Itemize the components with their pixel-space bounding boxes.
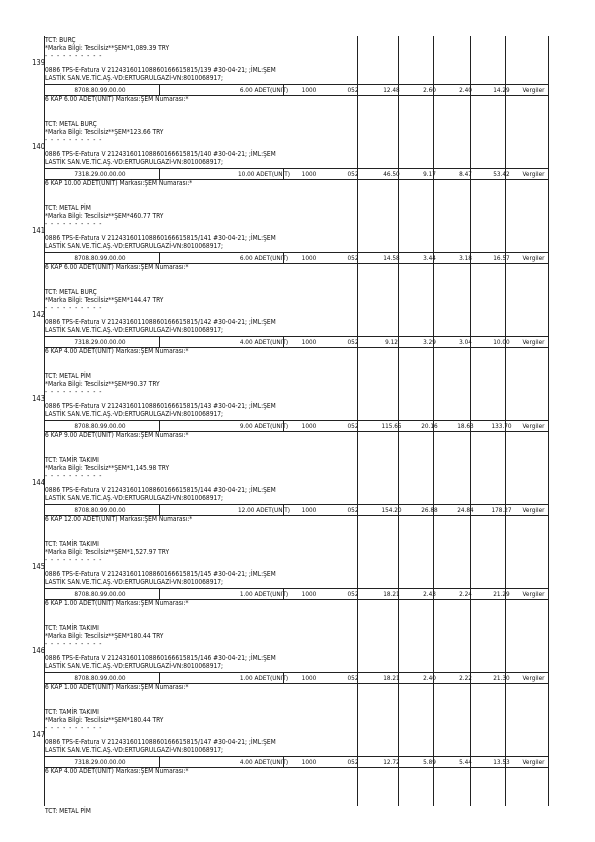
taxes-label: Vergiler xyxy=(522,338,545,346)
unit-code: 1000 xyxy=(301,338,317,346)
value-4: 13.53 xyxy=(493,758,510,766)
value-4: 53.42 xyxy=(493,170,510,178)
gtip-code: 7318.29.00.00.00 xyxy=(74,170,126,178)
brand-info: *Marka Bilgi: Tescilsiz**ŞEM*90.37 TRY xyxy=(45,380,160,388)
invoice-reference: 0886 TPS-E-Fatura V 212431601108860166615815/143 #30-04-21; ;İML:ŞEM xyxy=(45,402,276,410)
gtip-code: 7318.29.00.00.00 xyxy=(74,338,126,346)
gtip-code: 8708.80.99.00.00 xyxy=(74,590,126,598)
value-1: 14.58 xyxy=(383,254,400,262)
quantity: 9.00 ADET(UNIT) xyxy=(239,422,289,430)
taxes-label: Vergiler xyxy=(522,674,545,682)
package-info: 6 KAP 6.00 ADET(UNIT) Markası:ŞEM Numarası:* xyxy=(45,263,189,271)
cell-border xyxy=(159,757,160,767)
last-item-name: TCT: METAL PİM xyxy=(45,807,91,815)
value-2: 20.16 xyxy=(421,422,438,430)
item-entry xyxy=(31,624,548,708)
quantity: 10.00 ADET(UNIT) xyxy=(238,170,290,178)
gtip-code: 7318.29.00.00.00 xyxy=(74,758,126,766)
item-number: 140 xyxy=(32,142,45,151)
separator-dashes: - - - - - - - - - - xyxy=(45,472,103,480)
value-2: 26.88 xyxy=(421,506,438,514)
item-entry xyxy=(31,708,548,792)
unit-code: 1000 xyxy=(301,674,317,682)
brand-info: *Marka Bilgi: Tescilsiz**ŞEM*144.47 TRY xyxy=(45,296,164,304)
firm-info: LASTİK SAN.VE.TİC.AŞ.-VD:ERTUGRULGAZİ-VN:8010068917; xyxy=(45,662,224,670)
package-info: 6 KAP 1.00 ADET(UNIT) Markası:ŞEM Numarası:* xyxy=(45,599,189,607)
item-name: TCT: METAL BURÇ xyxy=(45,288,97,296)
gtip-code: 8708.80.99.00.00 xyxy=(74,506,126,514)
separator-dashes: - - - - - - - - - - xyxy=(45,136,103,144)
value-3: 2.24 xyxy=(459,590,472,598)
value-4: 178.27 xyxy=(491,506,512,514)
brand-info: *Marka Bilgi: Tescilsiz**ŞEM*460.77 TRY xyxy=(45,212,164,220)
item-name: TCT: METAL PİM xyxy=(45,204,91,212)
value-4: 14.29 xyxy=(493,86,510,94)
cell-border xyxy=(159,589,160,599)
package-info: 6 KAP 10.00 ADET(UNIT) Markası:ŞEM Numarası:* xyxy=(45,179,193,187)
separator-dashes: - - - - - - - - - - xyxy=(45,220,103,228)
country-code: 052 xyxy=(347,254,359,262)
package-info: 6 KAP 4.00 ADET(UNIT) Markası:ŞEM Numarası:* xyxy=(45,767,189,775)
country-code: 052 xyxy=(347,758,359,766)
item-entry xyxy=(31,120,548,204)
item-name: TCT: BURÇ xyxy=(45,36,76,44)
firm-info: LASTİK SAN.VE.TİC.AŞ.-VD:ERTUGRULGAZİ-VN:8010068917; xyxy=(45,746,224,754)
item-number: 139 xyxy=(32,58,45,67)
country-code: 052 xyxy=(347,590,359,598)
package-info: 6 KAP 6.00 ADET(UNIT) Markası:ŞEM Numarası:* xyxy=(45,95,189,103)
cell-border xyxy=(159,169,160,179)
unit-code: 1000 xyxy=(301,590,317,598)
item-name: TCT: TAMİR TAKIMI xyxy=(45,456,99,464)
cell-border xyxy=(159,673,160,683)
firm-info: LASTİK SAN.VE.TİC.AŞ.-VD:ERTUGRULGAZİ-VN:8010068917; xyxy=(45,326,224,334)
value-2: 2.40 xyxy=(423,674,436,682)
firm-info: LASTİK SAN.VE.TİC.AŞ.-VD:ERTUGRULGAZİ-VN:8010068917; xyxy=(45,74,224,82)
invoice-reference: 0886 TPS-E-Fatura V 212431601108860166615815/140 #30-04-21; ;İML:ŞEM xyxy=(45,150,276,158)
value-2: 9.17 xyxy=(423,170,436,178)
unit-code: 1000 xyxy=(301,506,317,514)
cell-border xyxy=(283,673,284,683)
firm-info: LASTİK SAN.VE.TİC.AŞ.-VD:ERTUGRULGAZİ-VN:8010068917; xyxy=(45,242,224,250)
cell-border xyxy=(283,757,284,767)
gtip-code: 8708.80.99.00.00 xyxy=(74,86,126,94)
taxes-label: Vergiler xyxy=(522,254,545,262)
package-info: 6 KAP 9.00 ADET(UNIT) Markası:ŞEM Numarası:* xyxy=(45,431,189,439)
brand-info: *Marka Bilgi: Tescilsiz**ŞEM*123.66 TRY xyxy=(45,128,164,136)
value-2: 5.89 xyxy=(423,758,436,766)
taxes-label: Vergiler xyxy=(522,86,545,94)
item-entry xyxy=(31,456,548,540)
unit-code: 1000 xyxy=(301,422,317,430)
value-2: 3.44 xyxy=(423,254,436,262)
separator-dashes: - - - - - - - - - - xyxy=(45,304,103,312)
cell-border xyxy=(159,505,160,515)
package-info: 6 KAP 1.00 ADET(UNIT) Markası:ŞEM Numarası:* xyxy=(45,683,189,691)
cell-border xyxy=(283,589,284,599)
item-entry xyxy=(31,540,548,624)
item-entry xyxy=(31,372,548,456)
value-2: 2.60 xyxy=(423,86,436,94)
brand-info: *Marka Bilgi: Tescilsiz**ŞEM*1,145.98 TRY xyxy=(45,464,170,472)
separator-dashes: - - - - - - - - - - xyxy=(45,556,103,564)
firm-info: LASTİK SAN.VE.TİC.AŞ.-VD:ERTUGRULGAZİ-VN:8010068917; xyxy=(45,578,224,586)
cell-border xyxy=(159,253,160,263)
item-name: TCT: TAMİR TAKIMI xyxy=(45,540,99,548)
item-name: TCT: METAL BURÇ xyxy=(45,120,97,128)
firm-info: LASTİK SAN.VE.TİC.AŞ.-VD:ERTUGRULGAZİ-VN:8010068917; xyxy=(45,158,224,166)
right-border xyxy=(548,36,549,806)
cell-border xyxy=(283,421,284,431)
cell-border xyxy=(283,337,284,347)
taxes-label: Vergiler xyxy=(522,422,545,430)
country-code: 052 xyxy=(347,422,359,430)
gtip-code: 8708.80.99.00.00 xyxy=(74,422,126,430)
value-4: 133.70 xyxy=(491,422,512,430)
value-4: 16.57 xyxy=(493,254,510,262)
value-3: 24.84 xyxy=(457,506,474,514)
package-info: 6 KAP 12.00 ADET(UNIT) Markası:ŞEM Numarası:* xyxy=(45,515,193,523)
brand-info: *Marka Bilgi: Tescilsiz**ŞEM*180.44 TRY xyxy=(45,716,164,724)
item-number: 145 xyxy=(32,562,45,571)
quantity: 1.00 ADET(UNIT) xyxy=(239,674,289,682)
country-code: 052 xyxy=(347,170,359,178)
cell-border xyxy=(283,169,284,179)
country-code: 052 xyxy=(347,338,359,346)
brand-info: *Marka Bilgi: Tescilsiz**ŞEM*1,089.39 TRY xyxy=(45,44,170,52)
item-number: 141 xyxy=(32,226,45,235)
invoice-reference: 0886 TPS-E-Fatura V 212431601108860166615815/142 #30-04-21; ;İML:ŞEM xyxy=(45,318,276,326)
taxes-label: Vergiler xyxy=(522,170,545,178)
value-1: 9.12 xyxy=(385,338,398,346)
invoice-reference: 0886 TPS-E-Fatura V 212431601108860166615815/144 #30-04-21; ;İML:ŞEM xyxy=(45,486,276,494)
package-info: 6 KAP 4.00 ADET(UNIT) Markası:ŞEM Numarası:* xyxy=(45,347,189,355)
gtip-code: 8708.80.99.00.00 xyxy=(74,674,126,682)
taxes-label: Vergiler xyxy=(522,758,545,766)
value-3: 3.18 xyxy=(459,254,472,262)
quantity: 12.00 ADET(UNIT) xyxy=(238,506,290,514)
invoice-reference: 0886 TPS-E-Fatura V 212431601108860166615815/139 #30-04-21; ;İML:ŞEM xyxy=(45,66,276,74)
country-code: 052 xyxy=(347,506,359,514)
taxes-label: Vergiler xyxy=(522,590,545,598)
item-entry xyxy=(31,204,548,288)
cell-border xyxy=(159,85,160,95)
item-name: TCT: TAMİR TAKIMI xyxy=(45,708,99,716)
cell-border xyxy=(159,337,160,347)
value-3: 2.22 xyxy=(459,674,472,682)
gtip-code: 8708.80.99.00.00 xyxy=(74,254,126,262)
firm-info: LASTİK SAN.VE.TİC.AŞ.-VD:ERTUGRULGAZİ-VN:8010068917; xyxy=(45,494,224,502)
cell-border xyxy=(283,505,284,515)
quantity: 4.00 ADET(UNIT) xyxy=(239,758,289,766)
unit-code: 1000 xyxy=(301,254,317,262)
invoice-reference: 0886 TPS-E-Fatura V 212431601108860166615815/141 #30-04-21; ;İML:ŞEM xyxy=(45,234,276,242)
taxes-label: Vergiler xyxy=(522,506,545,514)
value-1: 18.21 xyxy=(383,590,400,598)
value-1: 154.20 xyxy=(381,506,402,514)
item-number: 142 xyxy=(32,310,45,319)
firm-info: LASTİK SAN.VE.TİC.AŞ.-VD:ERTUGRULGAZİ-VN:8010068917; xyxy=(45,410,224,418)
value-1: 46.50 xyxy=(383,170,400,178)
quantity: 4.00 ADET(UNIT) xyxy=(239,338,289,346)
value-3: 2.40 xyxy=(459,86,472,94)
invoice-reference: 0886 TPS-E-Fatura V 212431601108860166615815/146 #30-04-21; ;İML:ŞEM xyxy=(45,654,276,662)
cell-border xyxy=(283,85,284,95)
separator-dashes: - - - - - - - - - - xyxy=(45,724,103,732)
brand-info: *Marka Bilgi: Tescilsiz**ŞEM*180.44 TRY xyxy=(45,632,164,640)
value-1: 12.72 xyxy=(383,758,400,766)
item-name: TCT: METAL PİM xyxy=(45,372,91,380)
invoice-reference: 0886 TPS-E-Fatura V 212431601108860166615815/145 #30-04-21; ;İML:ŞEM xyxy=(45,570,276,578)
value-3: 18.63 xyxy=(457,422,474,430)
separator-dashes: - - - - - - - - - - xyxy=(45,640,103,648)
cell-border xyxy=(283,253,284,263)
unit-code: 1000 xyxy=(301,86,317,94)
country-code: 052 xyxy=(347,674,359,682)
value-1: 12.48 xyxy=(383,86,400,94)
value-1: 18.21 xyxy=(383,674,400,682)
item-number: 146 xyxy=(32,646,45,655)
unit-code: 1000 xyxy=(301,758,317,766)
item-entry xyxy=(31,288,548,372)
value-3: 5.44 xyxy=(459,758,472,766)
brand-info: *Marka Bilgi: Tescilsiz**ŞEM*1,527.97 TRY xyxy=(45,548,170,556)
value-3: 8.47 xyxy=(459,170,472,178)
separator-dashes: - - - - - - - - - - xyxy=(45,388,103,396)
value-4: 10.00 xyxy=(493,338,510,346)
quantity: 6.00 ADET(UNIT) xyxy=(239,254,289,262)
item-entry xyxy=(31,36,548,120)
item-number: 144 xyxy=(32,478,45,487)
unit-code: 1000 xyxy=(301,170,317,178)
value-1: 115.65 xyxy=(381,422,402,430)
value-2: 2.43 xyxy=(423,590,436,598)
value-2: 3.29 xyxy=(423,338,436,346)
item-number: 143 xyxy=(32,394,45,403)
quantity: 1.00 ADET(UNIT) xyxy=(239,590,289,598)
value-4: 21.30 xyxy=(493,674,510,682)
country-code: 052 xyxy=(347,86,359,94)
item-name: TCT: TAMİR TAKIMI xyxy=(45,624,99,632)
invoice-reference: 0886 TPS-E-Fatura V 212431601108860166615815/147 #30-04-21; ;İML:ŞEM xyxy=(45,738,276,746)
item-number: 147 xyxy=(32,730,45,739)
separator-dashes: - - - - - - - - - - xyxy=(45,52,103,60)
cell-border xyxy=(159,421,160,431)
value-3: 3.04 xyxy=(459,338,472,346)
quantity: 6.00 ADET(UNIT) xyxy=(239,86,289,94)
value-4: 21.29 xyxy=(493,590,510,598)
